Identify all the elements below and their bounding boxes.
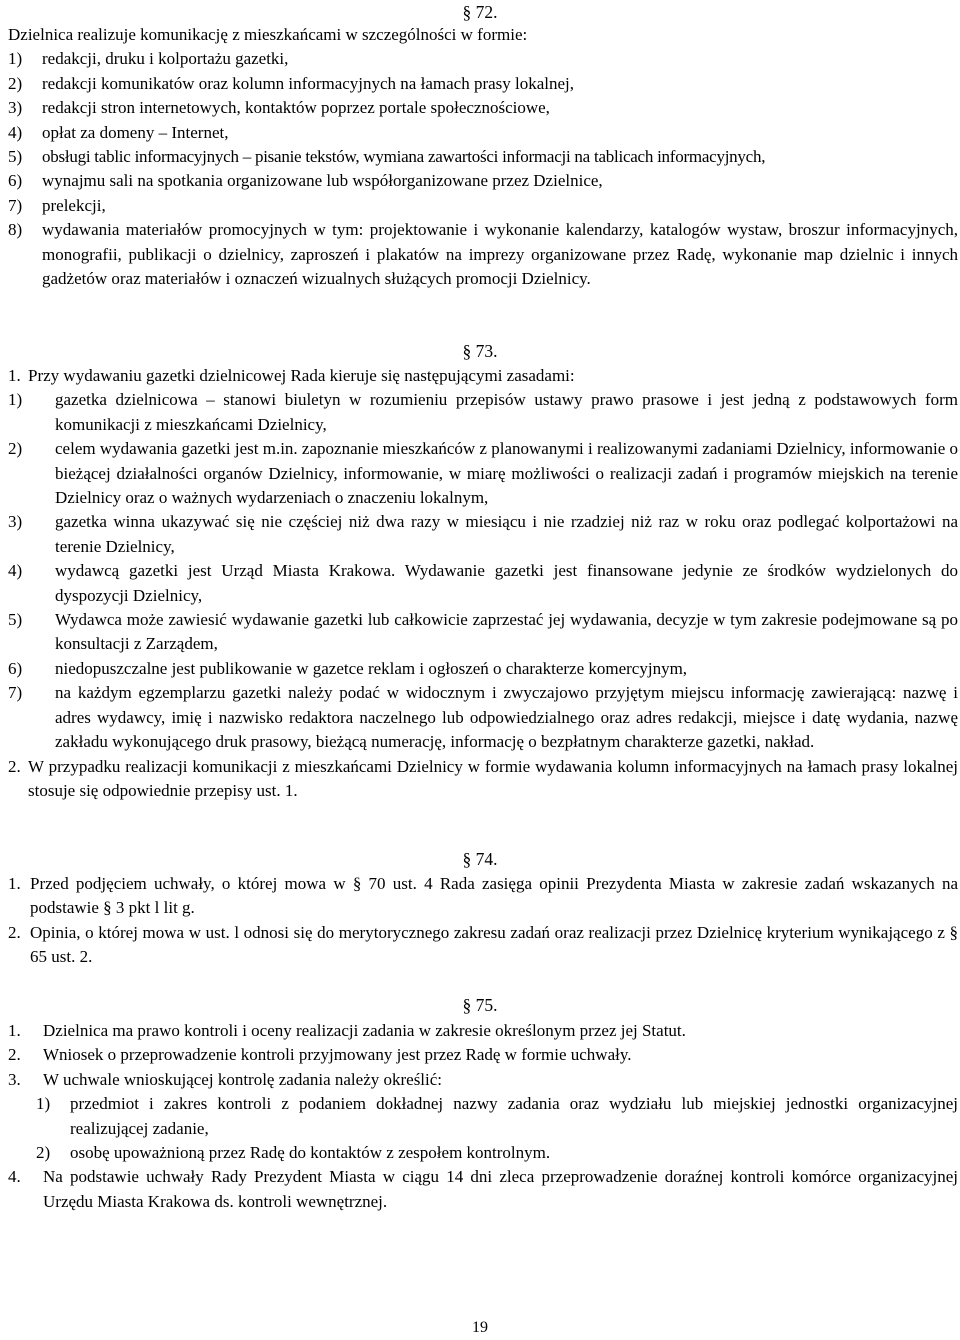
paragraph-number: 1. (8, 1021, 21, 1040)
section-73-heading: § 73. (462, 341, 498, 361)
section-74-body (8, 872, 958, 970)
list-item (8, 194, 958, 218)
paragraph-number: 2. (8, 756, 21, 776)
item-text: celem wydawania gazetki jest m.in. zapoznanie mieszkańców z planowanymi i realizowanymi zadaniami Dzielnicy, informowanie o bieżącej działalności organów Dzielnicy, informowanie, w miarę możliwości o realizacji zadań i programów miejskich na terenie Dzielnicy oraz o ważnych wydarzeniach o znaczeniu lokalnym, (55, 439, 958, 508)
paragraph-number: 1. (8, 874, 21, 893)
paragraph-number: 2. (8, 1045, 21, 1065)
paragraph-item (8, 1043, 958, 1067)
list-item (8, 96, 958, 120)
section-72-intro: Dzielnica realizuje komunikację z mieszkańcami w szczególności w formie: (8, 25, 528, 44)
item-number: 1) (8, 390, 23, 410)
item-text: Wydawca może zawiesić wydawanie gazetki lub całkowicie zaprzestać jej wydawania, decyzje w tym zakresie podejmowane są po konsultacji z Zarządem, (55, 610, 958, 654)
list-item (8, 1092, 958, 1141)
item-number: 5) (8, 610, 23, 630)
section-75-body (8, 1019, 958, 1214)
section-75-heading: § 75. (462, 995, 498, 1015)
paragraph-number: 1. (8, 366, 21, 385)
item-text: gazetka winna ukazywać się nie częściej niż dwa razy w miesiącu i nie rzadziej niż raz w roku oraz podlegać kolportażowi na terenie Dzielnicy, (55, 512, 958, 556)
list-item (8, 72, 958, 96)
item-number: 8) (8, 220, 23, 240)
list-item (8, 121, 958, 145)
item-number: 2) (8, 73, 23, 93)
item-number: 4) (8, 561, 23, 581)
list-item (8, 681, 958, 754)
section-73-body (8, 364, 958, 803)
item-text: gazetka dzielnicowa – stanowi biuletyn w rozumieniu przepisów ustawy prawo prasowe i jest jedną z podstawowych form komunikacji z mieszkańcami Dzielnicy, (55, 390, 958, 434)
paragraph-number: 4. (8, 1167, 21, 1187)
item-text: opłat za domeny – Internet, (42, 122, 229, 142)
item-number: 1) (36, 1094, 51, 1114)
paragraph-item (8, 755, 958, 804)
list-item (8, 437, 958, 510)
item-number: 3) (8, 512, 23, 532)
item-number: 7) (8, 683, 23, 703)
item-text: redakcji stron internetowych, kontaktów poprzez portale społecznościowe, (42, 98, 550, 118)
paragraph-text: Wniosek o przeprowadzenie kontroli przyjmowany jest przez Radę w formie uchwały. (43, 1045, 632, 1065)
paragraph-number: 2. (8, 922, 21, 942)
item-text: na każdym egzemplarzu gazetki należy podać w widocznym i zwyczajowo przyjętym miejscu informację zawierającą: nazwę i adres wydawcy, imię i nazwisko redaktora naczelnego lub odpowiedzialnego oraz adres redakcji, miejsce i datę wydania, nazwę zakładu wykonującego druk prasowy, bieżącą numerację, informację o bezpłatnym charakterze gazetki, nakład. (55, 683, 958, 752)
item-number: 6) (8, 171, 23, 191)
list-item (8, 47, 958, 71)
paragraph-text: W przypadku realizacji komunikacji z mieszkańcami Dzielnicy w formie wydawania kolumn informacyjnych na łamach prasy lokalnej stosuje się odpowiednie przepisy ust. 1. (28, 756, 958, 800)
list-item (8, 608, 958, 657)
paragraph-number: 3. (8, 1069, 21, 1089)
paragraph-item (8, 921, 958, 970)
list-item (8, 1141, 958, 1165)
paragraph-text: Przed podjęciem uchwały, o której mowa w § 70 ust. 4 Rada zasięga opinii Prezydenta Miasta w zakresie zadań wskazanych na podstawie § 3 pkt l lit g. (30, 874, 958, 918)
list-item (8, 559, 958, 608)
item-text: obsługi tablic informacyjnych – pisanie tekstów, wymiana zawartości informacji na tablicach informacyjnych, (42, 147, 766, 167)
paragraph-item (8, 872, 958, 921)
item-number: 6) (8, 658, 23, 678)
item-number: 1) (8, 49, 23, 69)
item-text: osobę upoważnioną przez Radę do kontaktów z zespołem kontrolnym. (70, 1143, 551, 1163)
item-number: 3) (8, 98, 23, 118)
paragraph-text: Dzielnica ma prawo kontroli i oceny realizacji zadania w zakresie określonym przez jej Statut. (43, 1021, 686, 1040)
list-item (8, 657, 958, 681)
paragraph-item (8, 1019, 958, 1043)
paragraph-text: Przy wydawaniu gazetki dzielnicowej Rada kieruje się następującymi zasadami: (28, 366, 575, 385)
list-item (8, 145, 958, 169)
item-number: 5) (8, 147, 23, 167)
paragraph-item (8, 1068, 958, 1092)
list-item (8, 388, 958, 437)
section-72-heading: § 72. (462, 2, 498, 22)
item-number: 2) (8, 439, 23, 459)
paragraph-text: Opinia, o której mowa w ust. l odnosi się do merytorycznego zakresu zadań oraz realizacji przez Dzielnicę kryterium wynikającego z § 65 ust. 2. (30, 922, 958, 967)
section-72-body (8, 23, 958, 291)
item-text: redakcji komunikatów oraz kolumn informacyjnych na łamach prasy lokalnej, (42, 73, 575, 93)
item-number: 7) (8, 195, 23, 215)
item-text: wynajmu sali na spotkania organizowane lub współorganizowane przez Dzielnice, (42, 171, 603, 191)
item-text: prelekcji, (42, 195, 106, 215)
list-item (8, 218, 958, 291)
item-number: 2) (36, 1143, 51, 1163)
paragraph-item (8, 364, 958, 388)
paragraph-text: W uchwale wnioskującej kontrolę zadania należy określić: (43, 1069, 443, 1089)
item-number: 4) (8, 122, 23, 142)
item-text: wydawcą gazetki jest Urząd Miasta Krakowa. Wydawanie gazetki jest finansowane jedynie ze środków wydzielonych do dyspozycji Dzielnicy, (55, 561, 958, 605)
item-text: wydawania materiałów promocyjnych w tym: projektowanie i wykonanie kalendarzy, katalogów wystaw, broszur informacyjnych, monografii, publikacji o dzielnicy, zaproszeń i plakatów na imprezy organizowane przez Radę, wykonanie map dzielnic i innych gadżetów oraz materiałów i oznaczeń wizualnych służących promocji Dzielnicy. (42, 220, 958, 289)
section-74-heading: § 74. (462, 849, 498, 869)
list-item (8, 510, 958, 559)
list-item (8, 169, 958, 193)
item-text: niedopuszczalne jest publikowanie w gazetce reklam i ogłoszeń o charakterze komercyjnym, (55, 658, 688, 678)
item-text: przedmiot i zakres kontroli z podaniem dokładnej nazwy zadania oraz wydziału lub miejskiej jednostki organizacyjnej realizującej zadanie, (70, 1094, 958, 1138)
paragraph-text: Na podstawie uchwały Rady Prezydent Miasta w ciągu 14 dni zleca przeprowadzenie doraźnej kontroli komórce organizacyjnej Urzędu Miasta Krakowa ds. kontroli wewnętrznej. (43, 1167, 958, 1211)
paragraph-item (8, 1165, 958, 1214)
page-number: 19 (472, 1319, 488, 1336)
item-text: redakcji, druku i kolportażu gazetki, (42, 49, 289, 69)
